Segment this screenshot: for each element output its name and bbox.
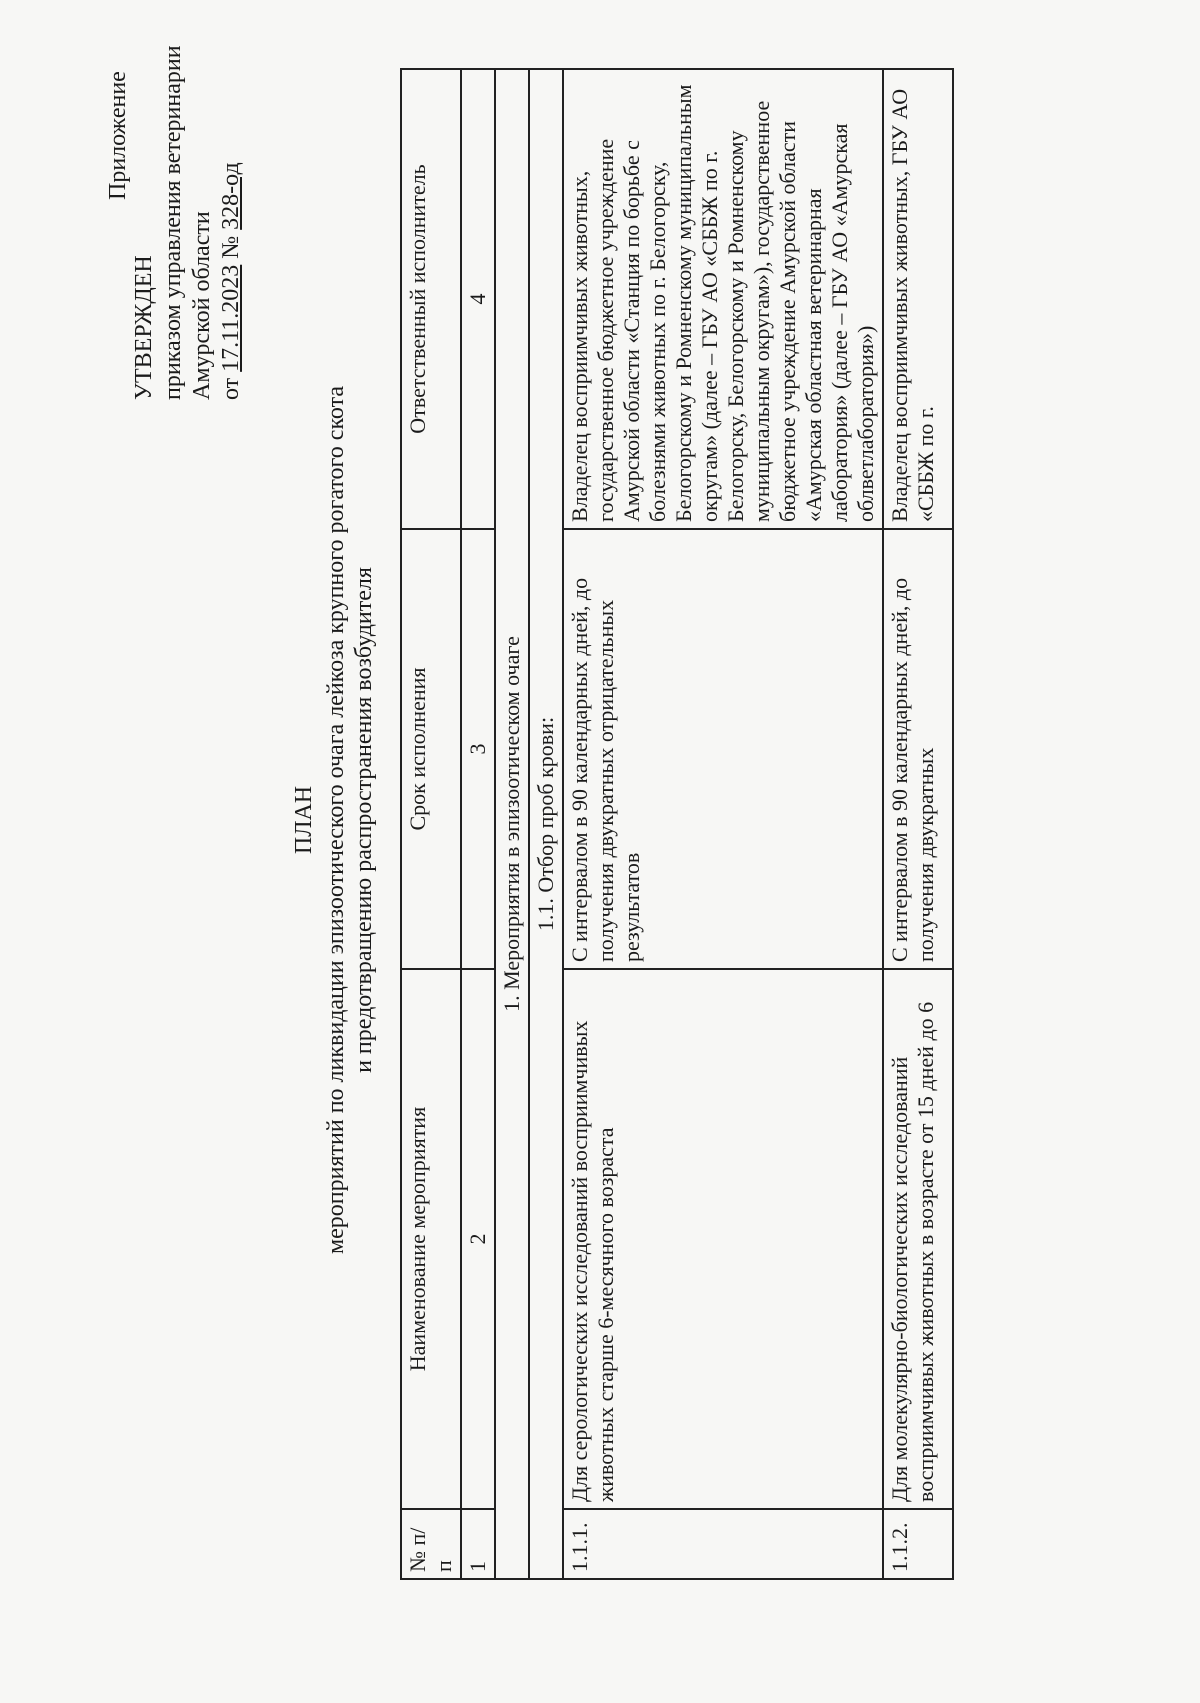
row-2-num: 1.1.2. <box>883 1509 953 1579</box>
approval-date-line <box>217 20 246 400</box>
header-name: Наименование мероприятия <box>401 969 461 1509</box>
row-1-num: 1.1.1. <box>563 1509 883 1579</box>
subsection-row <box>529 69 563 1579</box>
approval-line-1: УТВЕРЖДЕН <box>131 255 157 400</box>
col-number-1: 1 <box>461 1509 495 1579</box>
approval-date-prefix: от <box>218 377 244 400</box>
document-title-line-2: и предотвращению распространения возбудителя <box>351 567 377 1073</box>
row-2-name: Для молекулярно-биологических исследований восприимчивых животных в возрасте от 15 дней до 6 <box>883 969 953 1509</box>
table-row <box>563 69 883 1579</box>
approval-block <box>130 20 246 400</box>
annex-label: Приложение <box>105 71 131 200</box>
section-row <box>495 69 529 1579</box>
row-2-executor: Владелец восприимчивых животных, ГБУ АО «СББЖ по г. <box>883 69 953 529</box>
document-title-line-1: мероприятий по ликвидации эпизоотического очага лейкоза крупного рогатого скота <box>323 385 349 1255</box>
approval-date: 17.11.2023 <box>218 264 244 372</box>
header-num: № п/п <box>401 1509 461 1579</box>
row-1-executor: Владелец восприимчивых животных, государственное бюджетное учреждение Амурской области «Станция по борьбе с болезнями животных по г. Белогорску, Белогорскому и Ромненскому муниципальным округам» (далее – ГБУ АО «СББЖ по г. Белогорску, Белогорскому и Ромненскому муниципальным округам»), государственное бюджетное учреждение Амурской области «Амурская областная ветеринарная лаборатория» (далее – ГБУ АО «Амурская облветлаборатория») <box>563 69 883 529</box>
header-executor: Ответственный исполнитель <box>401 69 461 529</box>
approval-line-3: Амурской области <box>189 211 215 400</box>
section-title: 1. Мероприятия в эпизоотическом очаге <box>495 69 529 1579</box>
table-row <box>883 69 953 1579</box>
table-header-row <box>401 69 461 1579</box>
plan-table <box>400 68 954 1580</box>
row-1-term: С интервалом в 90 календарных дней, до получения двукратных отрицательных результатов <box>563 529 883 969</box>
approval-number: 328-од <box>218 162 244 230</box>
subsection-title: 1.1. Отбор проб крови: <box>529 69 563 1579</box>
header-term: Срок исполнения <box>401 529 461 969</box>
col-number-4: 4 <box>461 69 495 529</box>
approval-line-2: приказом управления ветеринарии <box>160 45 186 400</box>
row-2-term: С интервалом в 90 календарных дней, до получения двукратных <box>883 529 953 969</box>
table-number-row <box>461 69 495 1579</box>
col-number-2: 2 <box>461 969 495 1509</box>
approval-number-prefix: № <box>218 235 244 259</box>
row-1-name: Для серологических исследований восприимчивых животных старше 6-месячного возраста <box>563 969 883 1509</box>
document-heading: ПЛАН <box>291 785 317 855</box>
col-number-3: 3 <box>461 529 495 969</box>
